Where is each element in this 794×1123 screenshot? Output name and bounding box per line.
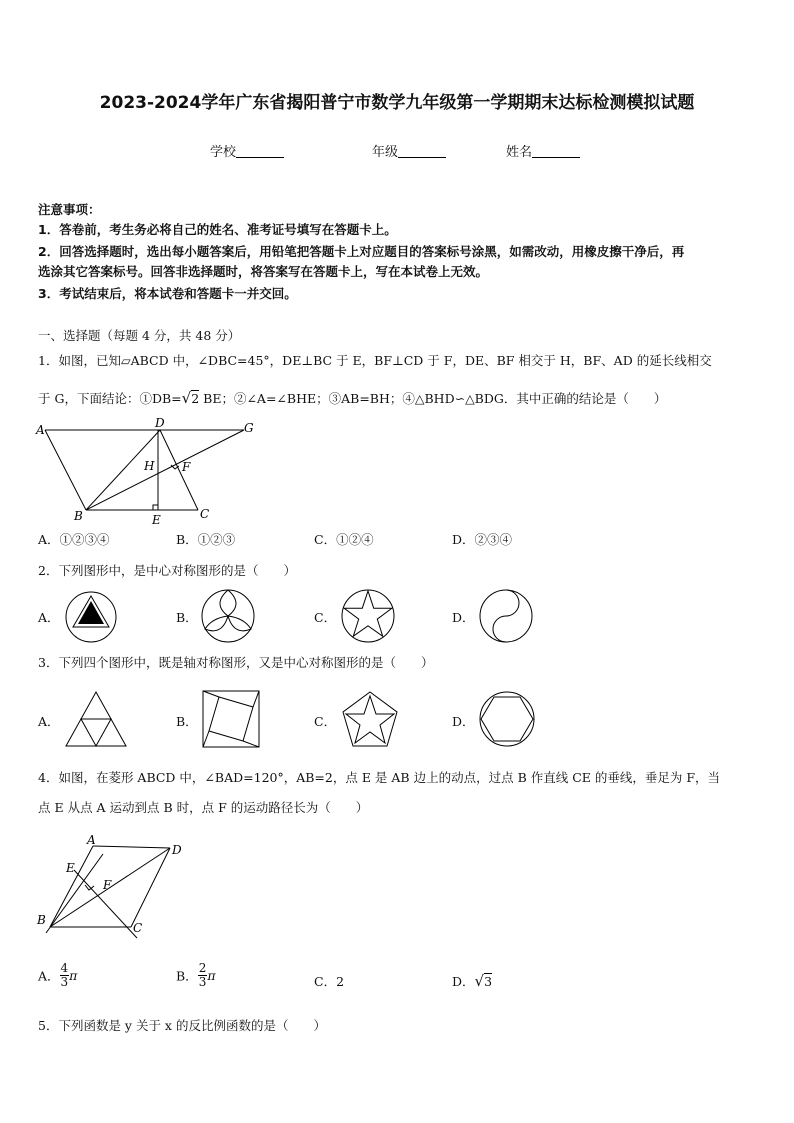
q3-option-b-label[interactable]: B．: [176, 714, 198, 729]
q3-figure-a[interactable]: [64, 690, 128, 748]
q4-label-C: C: [133, 921, 143, 935]
sqrt-symbol: √: [474, 972, 485, 990]
q1-label-F: F: [182, 460, 191, 474]
q1-option-d[interactable]: D．②③④: [452, 532, 513, 547]
q4-label-B: B: [37, 913, 46, 927]
q1-stem-line1: 1．如图，已知▱ABCD 中，∠DBC=45°，DE⊥BC 于 E，BF⊥CD 于 F，DE、BF 相交于 H，BF、AD 的延长线相交: [38, 353, 712, 368]
name-blank[interactable]: [532, 145, 580, 158]
q1-text-a: 于 G，下面结论：①DB=: [38, 391, 182, 406]
q1-label-A: A: [36, 423, 45, 437]
q1-label-H: H: [144, 459, 155, 473]
q4-option-b-numerator: 2: [198, 961, 207, 975]
q4-option-a-label: A．: [38, 968, 60, 984]
q2-option-a-label[interactable]: A．: [38, 610, 60, 625]
q4-option-b-pi: π: [207, 968, 216, 983]
sqrt-symbol: √: [181, 389, 192, 407]
notice-line-2a: 2．回答选择题时，选出每小题答案后，用铅笔把答题卡上对应题目的答案标号涂黑，如需改动，用橡皮擦干净后，再: [38, 244, 685, 259]
q2-figure-c[interactable]: [340, 588, 396, 644]
name-label: 姓名: [506, 145, 533, 160]
q4-stem-line2: 点 E 从点 A 运动到点 B 时，点 F 的运动路径长为（ ）: [38, 800, 369, 815]
school-label: 学校: [210, 145, 237, 160]
q4-label-E: E: [66, 861, 75, 875]
q1-option-a[interactable]: A．①②③④: [38, 532, 110, 547]
q2-option-c-label[interactable]: C．: [314, 610, 337, 625]
notice-heading: 注意事项：: [38, 202, 101, 217]
q3-option-d-label[interactable]: D．: [452, 714, 475, 729]
q4-option-a-denominator: 3: [60, 975, 69, 989]
q2-option-b-label[interactable]: B．: [176, 610, 198, 625]
q1-label-D: D: [155, 416, 165, 430]
q4-option-a[interactable]: [38, 962, 77, 989]
q3-figure-b[interactable]: [202, 690, 260, 748]
notice-line-1: 1．答卷前，考生务必将自己的姓名、准考证号填写在答题卡上。: [38, 222, 397, 237]
q4-option-a-fraction: [60, 962, 70, 989]
q1-label-G: G: [244, 421, 254, 435]
q4-option-d-sqrt-value: 3: [484, 974, 493, 989]
school-field[interactable]: [210, 141, 284, 160]
q5-stem: 5．下列函数是 y 关于 x 的反比例函数的是（ ）: [38, 1018, 326, 1033]
school-blank[interactable]: [236, 145, 284, 158]
q4-label-F: F: [103, 878, 112, 892]
q4-option-a-pi: π: [69, 968, 78, 983]
q2-figure-d[interactable]: [478, 588, 534, 644]
q4-option-d-label: D．: [452, 974, 475, 989]
name-field[interactable]: [506, 141, 580, 160]
q3-option-a-label[interactable]: A．: [38, 714, 60, 729]
q1-label-B: B: [74, 509, 83, 523]
q4-option-b[interactable]: [176, 962, 216, 989]
q1-label-E: E: [152, 513, 161, 527]
q4-option-b-denominator: 3: [198, 975, 207, 989]
q1-figure: [36, 418, 266, 528]
grade-blank[interactable]: [398, 145, 446, 158]
page-title: 2023-2024学年广东省揭阳普宁市数学九年级第一学期期末达标检测模拟试题: [99, 93, 695, 113]
q4-stem-line1: 4．如图，在菱形 ABCD 中，∠BAD=120°，AB=2，点 E 是 AB 边上的动点，过点 B 作直线 CE 的垂线，垂足为 F，当: [38, 770, 721, 785]
q4-figure: [36, 832, 196, 942]
q3-figure-c[interactable]: [340, 690, 400, 748]
q3-figure-d[interactable]: [478, 690, 536, 748]
q4-option-b-fraction: [198, 962, 208, 989]
grade-label: 年级: [372, 145, 399, 160]
q3-option-c-label[interactable]: C．: [314, 714, 337, 729]
q3-stem: 3．下列四个图形中，既是轴对称图形，又是中心对称图形的是（ ）: [38, 655, 434, 670]
q4-option-a-numerator: 4: [60, 961, 69, 975]
q1-text-b: BE；②∠A=∠BHE；③AB=BH；④△BHD∽△BDG．其中正确的结论是（ ）: [199, 391, 667, 406]
notice-line-3: 3．考试结束后，将本试卷和答题卡一并交回。: [38, 286, 297, 301]
q2-figure-a[interactable]: [64, 590, 118, 644]
notice-line-2b: 选涂其它答案标号。回答非选择题时，将答案写在答题卡上，写在本试卷上无效。: [38, 264, 489, 279]
q4-label-A: A: [87, 833, 96, 847]
q1-label-C: C: [200, 507, 210, 521]
q2-figure-b[interactable]: [200, 588, 256, 644]
q4-option-d[interactable]: [452, 972, 492, 990]
section-heading: 一、选择题（每题 4 分，共 48 分）: [38, 328, 241, 343]
q4-option-c[interactable]: C．2: [314, 974, 345, 989]
q1-option-c[interactable]: C．①②④: [314, 532, 374, 547]
q1-option-b[interactable]: B．①②③: [176, 532, 236, 547]
q4-option-b-label: B．: [176, 968, 198, 984]
q1-stem-line2: [38, 388, 666, 409]
q2-stem: 2．下列图形中，是中心对称图形的是（ ）: [38, 563, 296, 578]
grade-field[interactable]: [372, 141, 446, 160]
q4-label-D: D: [172, 843, 182, 857]
q1-sqrt-value: 2: [191, 391, 200, 406]
q2-option-d-label[interactable]: D．: [452, 610, 475, 625]
